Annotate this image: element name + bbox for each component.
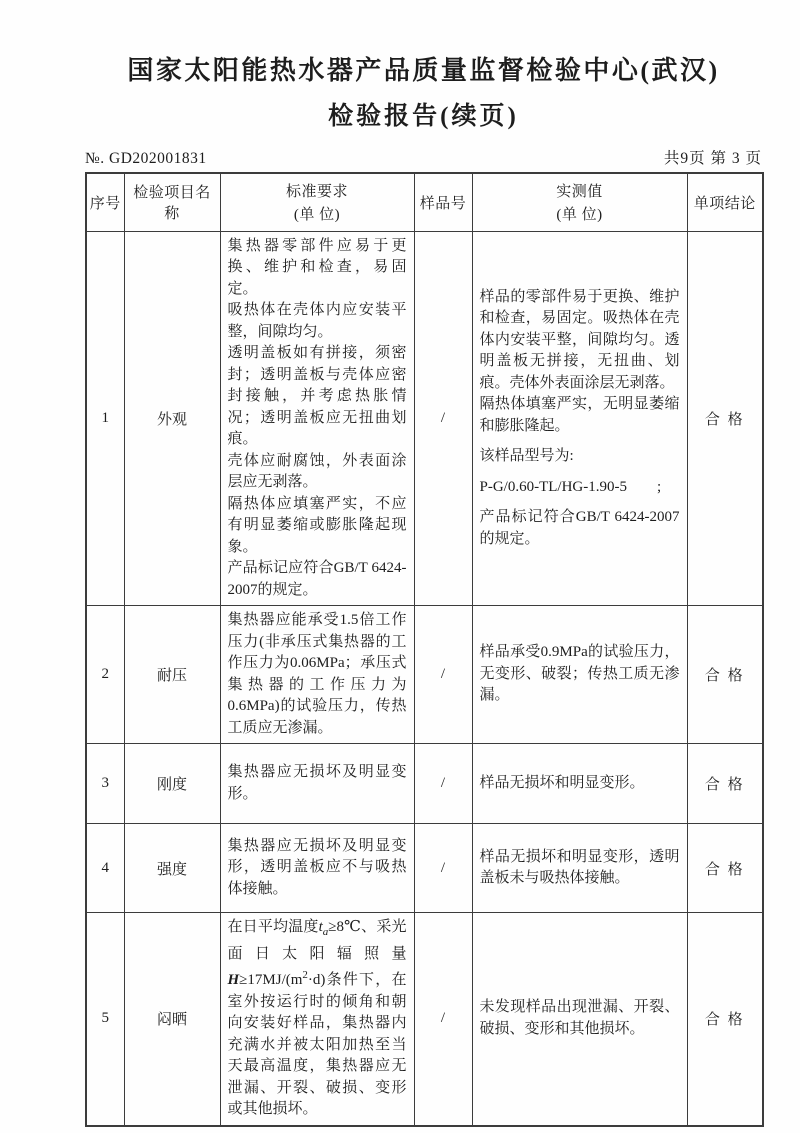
measured-paragraph: 该样品型号为: [479, 448, 574, 464]
row-conclusion: 合 格 [687, 913, 763, 1126]
standard-paragraph: 壳体应耐腐蚀，外表面涂层应无剥落。 [227, 452, 407, 490]
measured-paragraph: 样品无损坏和明显变形，透明盖板未与吸热体接触。 [479, 848, 680, 886]
report-number-label: №. [85, 150, 105, 167]
standard-paragraph: 集热器应无损坏及明显变形。 [227, 764, 407, 802]
measured-paragraph: 样品的零部件易于更换、维护和检查，易固定。吸热体在壳体内安装平整，间隙均匀。透明盖板无拼接，无扭曲、划痕。壳体外表面涂层无剥落。 [479, 288, 680, 391]
standard-text: ≥17MJ/(m [239, 972, 303, 988]
row-sample-no: / [414, 231, 472, 606]
col-header-measured [472, 173, 687, 231]
irradiation-variable: H [227, 972, 240, 988]
col-header-conclusion: 单项结论 [687, 173, 763, 231]
report-header [85, 0, 762, 132]
col-header-measured-unit: (单 位) [556, 207, 603, 224]
standard-paragraph: 隔热体应填塞严实，不应有明显萎缩或膨胀隆起现象。 [227, 495, 407, 555]
inspection-table [85, 172, 764, 1127]
row-seq: 2 [86, 606, 124, 744]
variable-t: t [318, 919, 323, 935]
report-number [85, 150, 207, 168]
row-measured [472, 824, 687, 913]
col-header-standard [220, 173, 414, 231]
row-sample-no: / [414, 824, 472, 913]
report-meta [85, 146, 762, 168]
standard-paragraph: 产品标记应符合GB/T 6424-2007的规定。 [227, 560, 407, 598]
row-measured [472, 744, 687, 824]
temperature-variable [318, 919, 329, 938]
standard-paragraph: 集热器零部件应易于更换、维护和检查，易固定。 [227, 237, 407, 297]
standard-text: ·d)条件下，在室外按运行时的倾角和朝向安装好样品，集热器内充满水并被太阳加热至当天最高温度，集热器应无泄漏、开裂、破损、变形或其他损坏。 [227, 972, 407, 1117]
row-conclusion: 合 格 [687, 744, 763, 824]
measured-paragraph: 样品承受0.9MPa的试验压力，无变形、破裂；传热工质无渗漏。 [479, 644, 680, 704]
table-header-row [86, 173, 763, 231]
row-sample-no: / [414, 606, 472, 744]
row-measured [472, 913, 687, 1126]
standard-paragraph: 集热器应无损坏及明显变形，透明盖板应不与吸热体接触。 [227, 837, 407, 897]
row-seq: 4 [86, 824, 124, 913]
col-header-sample: 样品号 [414, 173, 472, 231]
table-row-strength [86, 824, 763, 913]
row-conclusion: 合 格 [687, 231, 763, 606]
table-row-rigidity [86, 744, 763, 824]
sample-model-code: P-G/0.60-TL/HG-1.90-5 ; [479, 478, 662, 495]
row-seq: 1 [86, 231, 124, 606]
col-header-standard-unit: (单 位) [293, 207, 341, 224]
row-seq: 5 [86, 913, 124, 1126]
standard-paragraph: 吸热体在壳体内应安装平整，间隙均匀。 [227, 302, 407, 340]
col-header-item: 检验项目名称 [124, 173, 220, 231]
report-title: 国家太阳能热水器产品质量监督检验中心(武汉) [127, 56, 720, 85]
row-conclusion: 合 格 [687, 606, 763, 744]
standard-text: ≥8℃、采光面日太阳辐照量 [227, 919, 407, 962]
table-row-stagnation [86, 913, 763, 1126]
row-standard [220, 231, 414, 606]
row-standard [220, 606, 414, 744]
page-indicator: 共9页 第 3 页 [663, 150, 762, 167]
row-item: 耐压 [124, 606, 220, 744]
row-sample-no: / [414, 744, 472, 824]
row-standard [220, 744, 414, 824]
row-seq: 3 [86, 744, 124, 824]
row-measured [472, 231, 687, 606]
row-standard [220, 913, 414, 1126]
square-superscript: 2 [302, 969, 308, 981]
row-item: 外观 [124, 231, 220, 606]
standard-paragraph [228, 917, 407, 1121]
row-item: 刚度 [124, 744, 220, 824]
measured-paragraph: 未发现样品出现泄漏、开裂、破损、变形和其他损坏。 [479, 999, 680, 1037]
row-measured [472, 606, 687, 744]
row-standard [220, 824, 414, 913]
row-conclusion: 合 格 [687, 824, 763, 913]
col-header-standard-title: 标准要求 [285, 184, 348, 201]
measured-paragraph: 样品无损坏和明显变形。 [479, 774, 645, 791]
table-row-pressure [86, 606, 763, 744]
col-header-seq: 序号 [86, 173, 124, 231]
row-item: 强度 [124, 824, 220, 913]
standard-paragraph: 集热器应能承受1.5倍工作压力(非承压式集热器的工作压力为0.06MPa；承压式集热器的工作压力为0.6MPa)的试验压力，传热工质应无渗漏。 [227, 612, 407, 736]
row-sample-no: / [414, 913, 472, 1126]
report-subtitle: 检验报告(续页) [328, 103, 519, 130]
standard-text: 在日平均温度 [227, 919, 319, 935]
standard-paragraph: 透明盖板如有拼接，须密封；透明盖板与壳体应密封接触，并考虑热胀情况；透明盖板应无扭曲划痕。 [227, 345, 407, 447]
row-item: 闷晒 [124, 913, 220, 1126]
table-row-appearance [86, 231, 763, 606]
measured-paragraph: 隔热体填塞严实，无明显萎缩和膨胀隆起。 [479, 396, 680, 434]
measured-paragraph: 产品标记符合GB/T 6424-2007的规定。 [479, 509, 680, 547]
col-header-measured-title: 实测值 [556, 184, 603, 201]
report-number-value: GD202001831 [109, 150, 207, 167]
variable-t-subscript: a [322, 926, 329, 938]
